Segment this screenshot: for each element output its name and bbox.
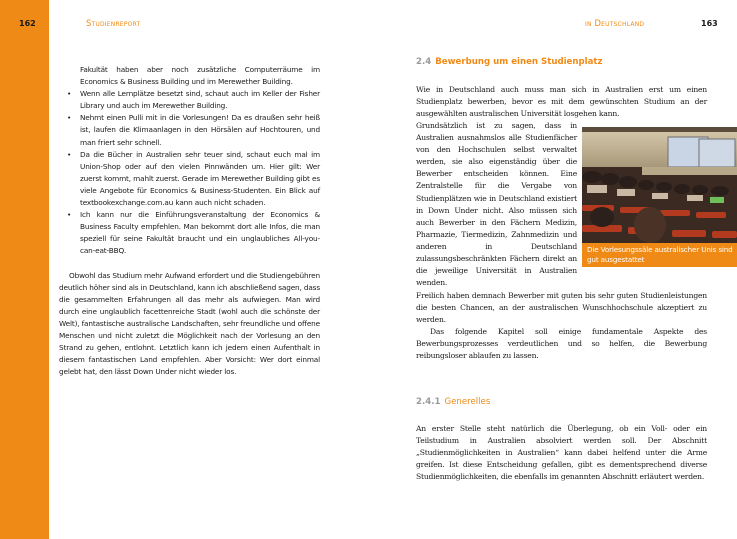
list-item-continued: Fakultät haben aber noch zusätzliche Computerräume im Economics & Business Building und im Merewether Building. — [80, 65, 320, 87]
right-page-number: 163 — [701, 19, 718, 28]
section-number: 2.4 — [416, 57, 432, 67]
list-item: • Ich kann nur die Einführungsveranstaltung der Economics & Business Faculty empfehlen. Man bekommt dort alle Infos, die man speziell für seine Fakultät braucht und ein unglaubliches All-you-can-eat-BBQ. — [80, 209, 320, 257]
section-title: Bewerbung um einen Studienplatz — [435, 57, 603, 67]
subsection-number: 2.4.1 — [416, 397, 441, 407]
right-running-head: in Deutschland — [585, 18, 645, 28]
closing-paragraph: Obwohl das Studium mehr Aufwand erfordert und die Studiengebühren deutlich höher sind als in Deutschland, kann ich abschließend sagen, dass die gesammelten Erfahrungen all das mehr als aufwiegen. Man wird durch eine unglaublich facettenreiche Stadt (wohl auch die schönste der Welt), fantastische australische Landschaften, sehr freundliche und offene Menschen und nicht zuletzt die Möglichkeit nach der Vorlesung an den Strand zu gehen, entlohnt. Letztlich kann ich jedem einen Aufenthalt in diesem fantastischen Land empfehlen. Aber Vorsicht: Wer dort einmal gelebt hat, den lässt Down Under nicht wieder los. — [59, 270, 320, 377]
left-margin-band — [0, 0, 49, 539]
subsection-paragraph — [416, 423, 707, 483]
paragraph: Grundsätzlich ist zu sagen, dass in Australien ausnahmslos alle Studienfächer von den Hochschulen selbst verwaltet werden, sie also eigenständig über die Bewerber entscheiden können. Eine Zentralstelle für die Vergabe von Studienplätzen wie in Deutschland existiert in Down Under nicht. Also müssen sich auch Bewerber in den Fächern Medizin, Pharmazie, Tiermedizin, Zahnmedizin und anderen in Deutschland zulassungsbeschränkten Fächern direkt an die jeweilige Universität in Australien wenden. — [416, 121, 577, 288]
left-page-number: 162 — [19, 19, 36, 28]
subsection-title: Generelles — [444, 397, 491, 407]
lecture-hall-photo — [582, 127, 737, 267]
photo-caption: Die Vorlesungssäle australischer Unis sind gut ausgestattet — [582, 243, 737, 267]
list-item: • Nehmt einen Pulli mit in die Vorlesungen! Da es draußen sehr heiß ist, laufen die Klimaanlagen in den Hörsälen auf Hochtouren, und man friert sehr schnell. — [80, 112, 320, 148]
left-column-text — [59, 64, 320, 378]
left-running-head: Studienreport — [86, 18, 141, 28]
section-paragraph-wrap — [416, 120, 577, 289]
section-heading — [416, 57, 603, 67]
paragraph: Freilich haben demnach Bewerber mit guten bis sehr guten Studienleistungen die besten Chancen, an der australischen Wunschhochschule akzeptiert zu werden. — [416, 291, 707, 325]
paragraph: Das folgende Kapitel soll einige fundamentale Aspekte des Bewerbungsprozesses verdeutlichen und so helfen, die Bewerbung reibungsloser ablaufen zu lassen. — [416, 327, 707, 361]
subsection-heading — [416, 397, 490, 407]
paragraph: Wie in Deutschland auch muss man sich in Australien erst um einen Studienplatz bewerben, bevor es mit dem gewünschten Studium an der ausgewählten australischen Universität losgehen kann. — [416, 85, 707, 119]
list-item: • Da die Bücher in Australien sehr teuer sind, schaut euch mal im Union-Shop oder auf den vielen Pinnwänden um. Hier gilt: Wer zuerst kommt, mahlt zuerst. Gerade im Merewether Building gibt es viele Angebote für Economics & Business-Studenten. Ein Blick auf textbookexchange.com.au kann auch nicht schaden. — [80, 149, 320, 209]
paragraph: An erster Stelle steht natürlich die Überlegung, ob ein Voll- oder ein Teilstudium in Australien absolviert werden soll. Der Abschnitt „Studienmöglichkeiten in Australien“ kann dabei helfend unter die Arme greifen. Ist diese Entscheidung gefallen, gibt es dementsprechend diverse Studienmöglichkeiten, die ebenfalls im genannten Abschnitt erläutert werden. — [416, 424, 707, 482]
section-paragraph-top — [416, 84, 707, 120]
list-item: • Wenn alle Lernplätze besetzt sind, schaut auch im Keller der Fisher Library und auch im Merewether Building. — [80, 88, 320, 112]
tips-list — [80, 64, 320, 258]
section-paragraph-bottom — [416, 290, 707, 363]
